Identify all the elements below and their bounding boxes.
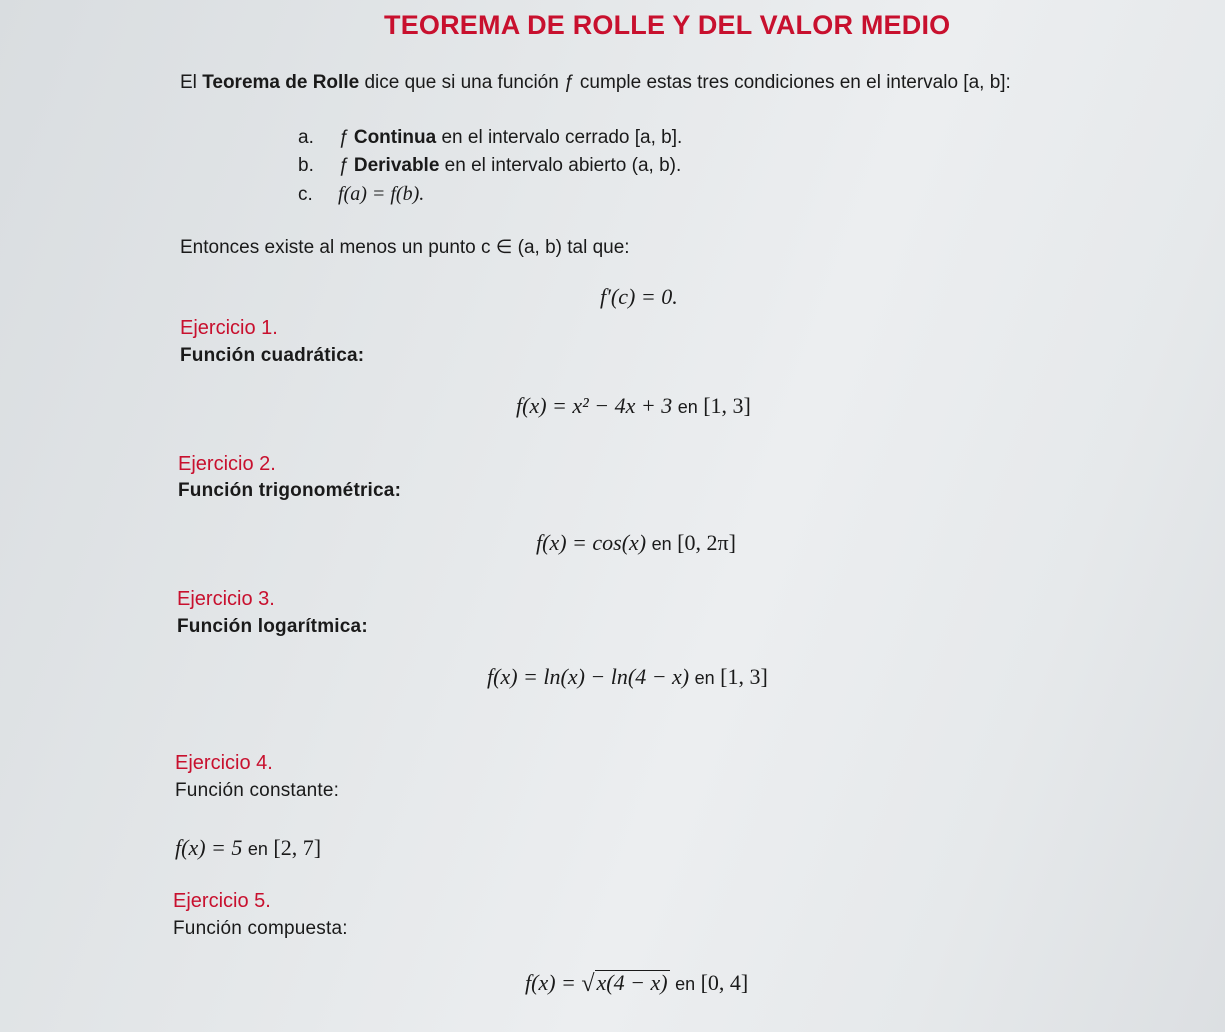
conclusion-formula [600,284,678,310]
exercise-4-subtitle: Función constante: [175,780,340,801]
condition-bold: Derivable [353,155,440,176]
exercise-4-title: Ejercicio 4. [175,752,273,774]
exercise-3-subtitle: Función logarítmica: [177,616,368,637]
exercise-en: en [247,839,268,859]
exercise-en: en [677,397,698,417]
condition-f: ƒ [338,127,354,148]
condition-b [298,155,681,177]
exercise-interval: [1, 3] [720,664,768,689]
conclusion-formula-text: f′(c) = 0. [600,284,678,309]
exercise-interval: [2, 7] [273,835,322,860]
exercise-formula: f(x) = 5 [175,835,243,860]
exercise-interval: [0, 4] [700,970,749,995]
exercise-5-subtitle: Función compuesta: [173,918,348,939]
exercise-formula: f(x) = x² − 4x + 3 [516,393,673,418]
exercise-1-formula [516,393,751,419]
condition-expr: f(a) = f(b). [338,183,425,205]
intro-post: dice que si una función ƒ cumple estas tres condiciones en el intervalo [a, b]: [359,72,1011,93]
condition-bold: Continua [353,127,437,148]
exercise-formula: f(x) = cos(x) [536,530,647,555]
exercise-3-formula [487,664,768,690]
exercise-1-title: Ejercicio 1. [180,317,278,339]
exercise-interval: [1, 3] [703,393,751,418]
condition-rest: en el intervalo abierto (a, b). [439,155,682,176]
intro-bold: Teorema de Rolle [202,72,360,93]
exercise-4-formula [175,835,321,861]
conclusion-text: Entonces existe al menos un punto c ∈ (a, b) tal que: [180,237,630,258]
exercise-en: en [694,668,715,688]
condition-rest: en el intervalo cerrado [a, b]. [436,127,683,148]
exercise-2-subtitle: Función trigonométrica: [178,480,402,501]
condition-a [298,127,682,149]
condition-label: a. [298,127,314,148]
exercise-5-title: Ejercicio 5. [173,890,271,912]
exercise-en: en [651,534,672,554]
condition-c [298,183,424,206]
intro-pre: El [180,72,203,93]
exercise-formula: f(x) = ln(x) − ln(4 − x) [487,664,690,689]
exercise-2-title: Ejercicio 2. [178,453,276,475]
exercise-2-formula [536,530,736,556]
exercise-3-title: Ejercicio 3. [177,588,275,610]
condition-label: b. [298,155,314,176]
exercise-formula-pre: f(x) = [525,970,582,995]
exercise-5-formula [525,970,748,998]
square-root-icon: √ [581,971,595,997]
exercise-interval: [0, 2π] [677,530,736,555]
condition-f: ƒ [338,155,354,176]
page-title: TEOREMA DE ROLLE Y DEL VALOR MEDIO [384,10,951,40]
exercise-1-subtitle: Función cuadrática: [180,345,365,366]
condition-label: c. [298,184,313,205]
exercise-radicand: x(4 − x) [596,970,668,995]
intro-paragraph [180,72,1011,94]
exercise-en: en [675,974,696,994]
